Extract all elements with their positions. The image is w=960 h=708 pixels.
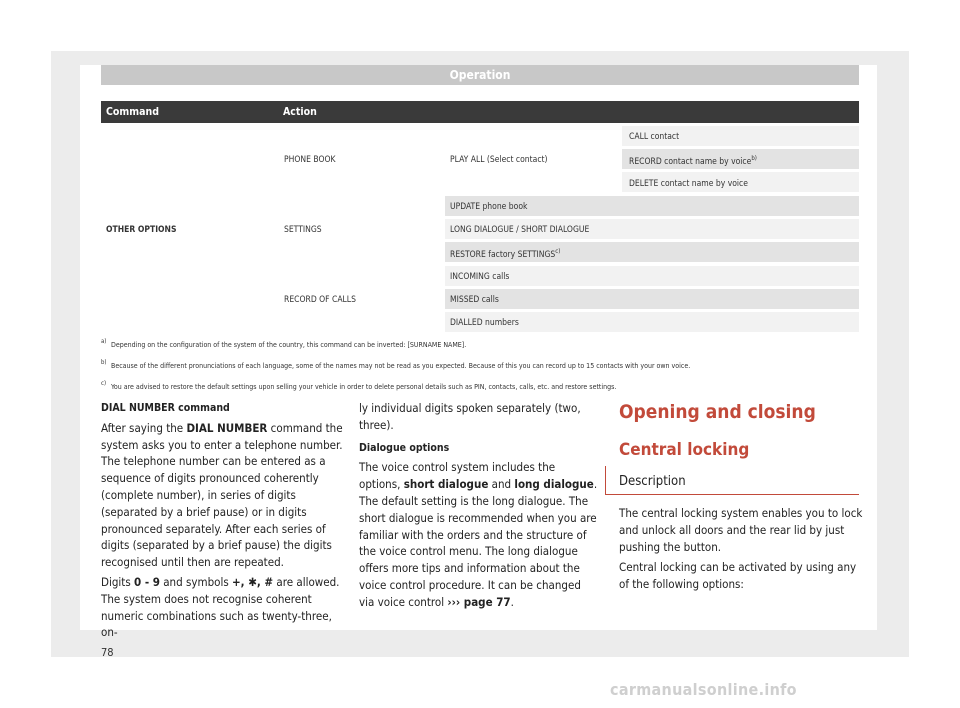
paragraph: After saying the DIAL NUMBER command the system asks you to enter a telephone number. The telephone number can be entered as a sequence of digits pronounced coherently (complete number), in series of digits (separated by a brief pause) or in digits pronounced separately. After each series of digits (separated by a brief pause) the digits recognised until then are repeated. xyxy=(101,420,343,570)
action-item: RECORD contact name by voice$^{b)}$ xyxy=(629,155,757,167)
action-item: LONG DIALOGUE / SHORT DIALOGUE xyxy=(450,225,590,235)
group-label-settings: SETTINGS xyxy=(284,225,322,235)
divider xyxy=(605,494,859,495)
page-link[interactable]: ››› page 77 xyxy=(447,594,511,609)
page-number: 78 xyxy=(101,646,114,659)
col-header-command: Command xyxy=(106,106,159,118)
subheading-dial-number: DIAL NUMBER command xyxy=(101,402,230,414)
footnote: a) Depending on the configuration of the system of the country, this command can be inverted: [SURNAME NAME]. xyxy=(101,338,467,349)
paragraph: Central locking can be activated by using any of the following options: xyxy=(619,560,857,592)
paragraph: Digits 0 - 9 and symbols +, ✱, # are allowed. The system does not recognise coherent numeric combinations such as twenty-three, on- xyxy=(101,574,340,640)
action-item: UPDATE phone book xyxy=(450,202,528,212)
section-header: Operation xyxy=(101,65,859,85)
action-item: MISSED calls xyxy=(450,295,499,305)
table-header xyxy=(101,101,859,123)
action-item: INCOMING calls xyxy=(450,272,510,282)
watermark: carmanualsonline.info xyxy=(610,680,797,699)
paragraph: The voice control system includes the options, short dialogue and long dialogue. The default setting is the long dialogue. The short dialogue is recommended when you are familiar with the orders and the structure of the voice control menu. The long dialogue offers more tips and information about the voice control procedure. It can be changed via voice control ››› page 77. xyxy=(359,460,598,609)
action-item: CALL contact xyxy=(629,132,680,142)
command-cell: OTHER OPTIONS xyxy=(106,225,177,235)
middle-column xyxy=(359,400,599,611)
subsection-title: Description xyxy=(619,474,686,489)
paragraph: ly individual digits spoken separately (two, three). xyxy=(359,401,581,432)
action-item: RESTORE factory SETTINGS$^{c)}$ xyxy=(450,248,561,260)
divider xyxy=(605,466,606,494)
subheading-dialogue-options: Dialogue options xyxy=(359,441,450,454)
row-shade xyxy=(445,289,859,309)
chapter-title: Opening and closing xyxy=(619,401,816,423)
footnote: c) You are advised to restore the default settings upon selling your vehicle in order to delete personal details such as PIN, contacts, calls, etc. and restore settings. xyxy=(101,380,617,391)
action-item: DELETE contact name by voice xyxy=(629,179,748,189)
group-label-phonebook: PHONE BOOK xyxy=(284,155,336,165)
section-title: Central locking xyxy=(619,440,750,460)
group-sub-playall: PLAY ALL (Select contact) xyxy=(450,155,548,165)
paragraph: The central locking system enables you to lock and unlock all doors and the rear lid by just pushing the button. xyxy=(619,506,863,554)
right-column xyxy=(619,505,864,593)
footnote: b) Because of the different pronunciations of each language, some of the names may not be read as you expected. Because of this you can record up to 15 contacts with your own voice. xyxy=(101,359,691,370)
group-label-record-of-calls: RECORD OF CALLS xyxy=(284,295,356,305)
left-column xyxy=(101,400,345,641)
col-header-action: Action xyxy=(283,106,317,118)
action-item: DIALLED numbers xyxy=(450,318,519,328)
footnotes xyxy=(101,340,861,403)
